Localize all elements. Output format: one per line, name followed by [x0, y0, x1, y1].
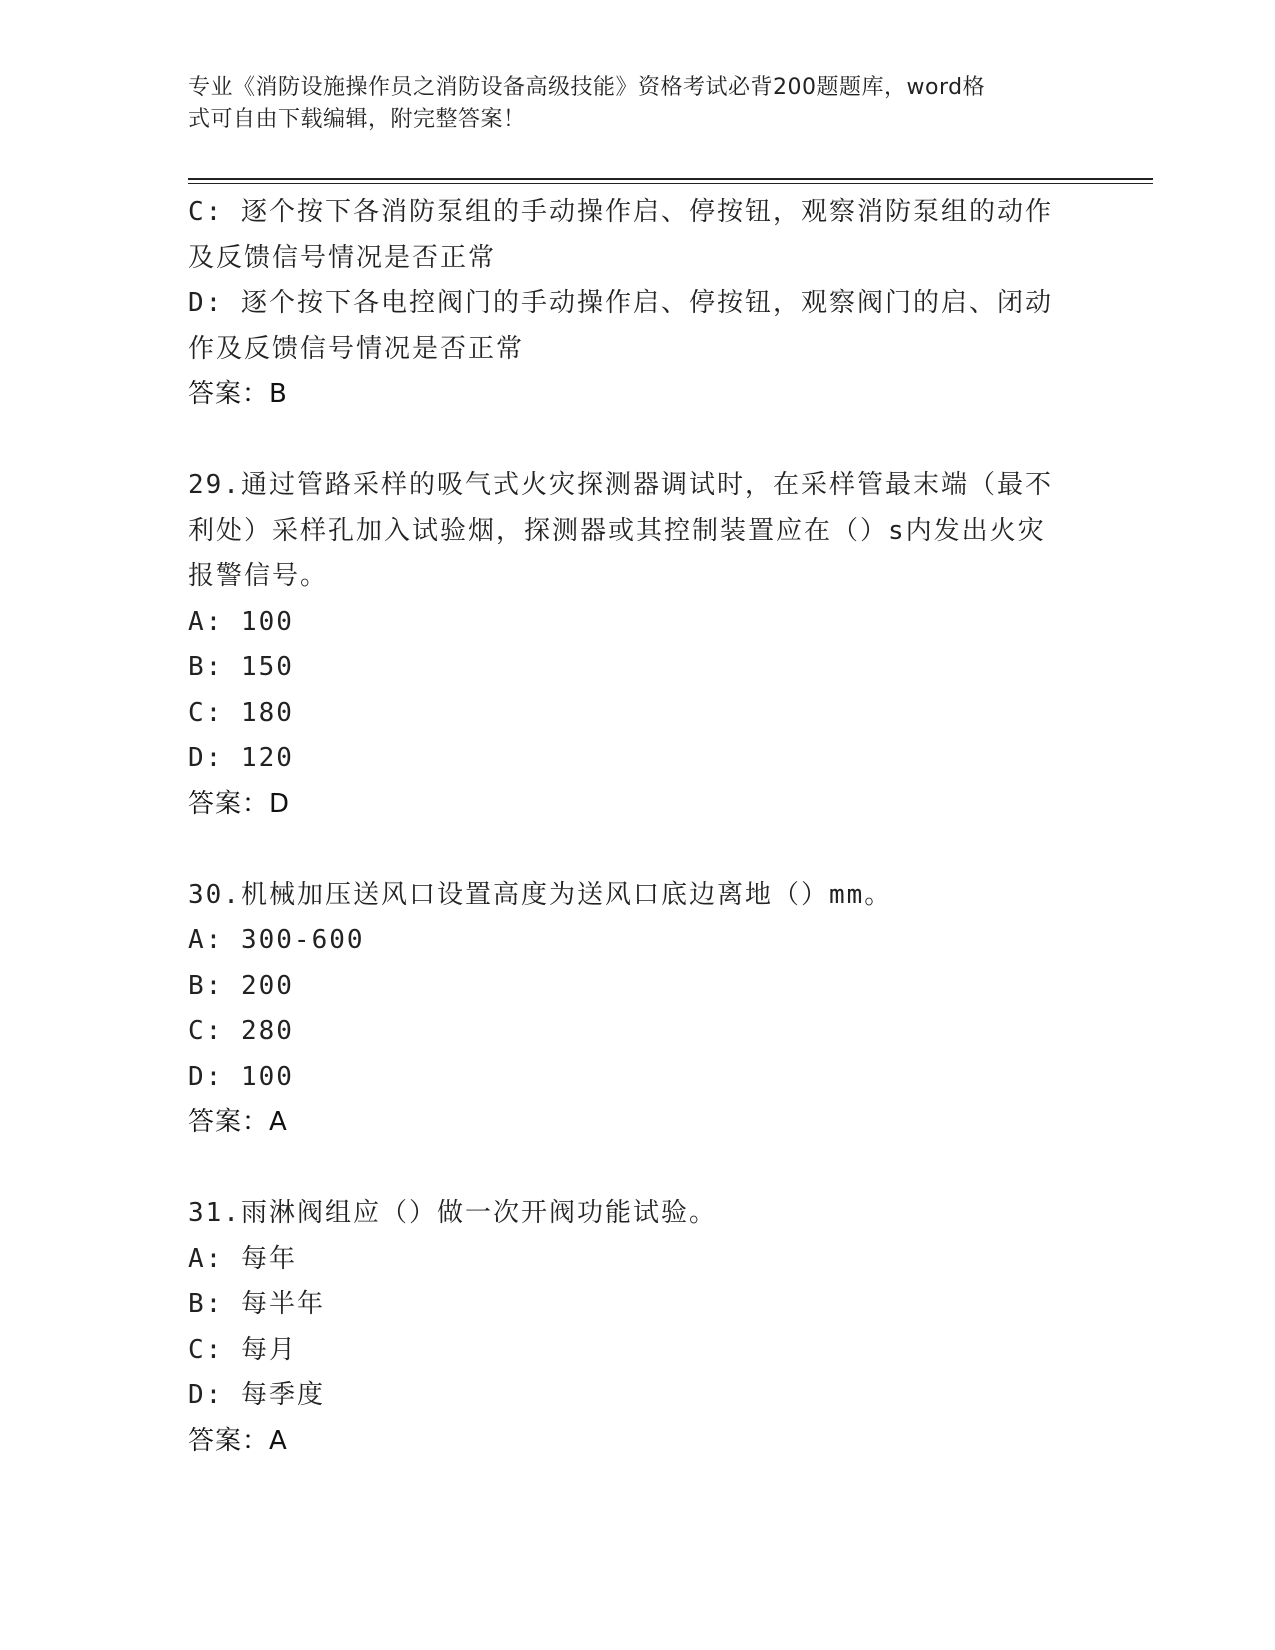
option-d: D: 100 [188, 1061, 294, 1092]
option-c: C: 280 [188, 1016, 294, 1046]
option-a: A: 100 [188, 606, 294, 637]
option-b: B: 150 [188, 652, 294, 682]
question-31 [188, 1191, 1088, 1464]
question-stem: 29.通过管路采样的吸气式火灾探测器调试时，在采样管最末端（最不 [188, 470, 1053, 500]
header-line-1: 专业《消防设施操作员之消防设备高级技能》资格考试必背200题题库，word格 [188, 75, 986, 100]
question-stem: 利处）采样孔加入试验烟，探测器或其控制装置应在（）s内发出火灾 [188, 515, 1046, 546]
answer: 答案：D [188, 788, 291, 819]
spacer [188, 1146, 1088, 1192]
question-stem: 30.机械加压送风口设置高度为送风口底边离地（）mm。 [188, 879, 893, 910]
question-29 [188, 463, 1088, 827]
option-b: B: 每半年 [188, 1289, 325, 1319]
option-d-line-2: 作及反馈信号情况是否正常 [188, 333, 525, 364]
option-d: D: 120 [188, 743, 294, 773]
question-stem: 报警信号。 [188, 561, 329, 591]
header-line-2: 式可自由下载编辑，附完整答案！ [188, 107, 526, 132]
option-d-line-1: D: 逐个按下各电控阀门的手动操作启、停按钮，观察阀门的启、闭动 [188, 288, 1053, 318]
answer: 答案：B [188, 379, 288, 409]
option-c: C: 每月 [188, 1334, 297, 1365]
option-a: A: 300-600 [188, 925, 365, 955]
header-divider-thick [188, 178, 1153, 180]
previous-question-tail [188, 190, 1088, 418]
option-d: D: 每季度 [188, 1380, 325, 1410]
header-divider-thin [188, 183, 1153, 184]
option-a: A: 每年 [188, 1243, 297, 1274]
option-c-line-1: C: 逐个按下各消防泵组的手动操作启、停按钮，观察消防泵组的动作 [188, 197, 1053, 227]
question-30 [188, 873, 1088, 1146]
answer: 答案：A [188, 1107, 288, 1137]
question-list [188, 190, 1088, 1464]
option-b: B: 200 [188, 970, 294, 1001]
spacer [188, 418, 1088, 464]
document-header [188, 72, 1088, 136]
option-c: C: 180 [188, 697, 294, 728]
option-c-line-2: 及反馈信号情况是否正常 [188, 242, 497, 273]
answer: 答案：A [188, 1425, 288, 1456]
question-stem: 31.雨淋阀组应（）做一次开阀功能试验。 [188, 1198, 717, 1228]
spacer [188, 827, 1088, 873]
